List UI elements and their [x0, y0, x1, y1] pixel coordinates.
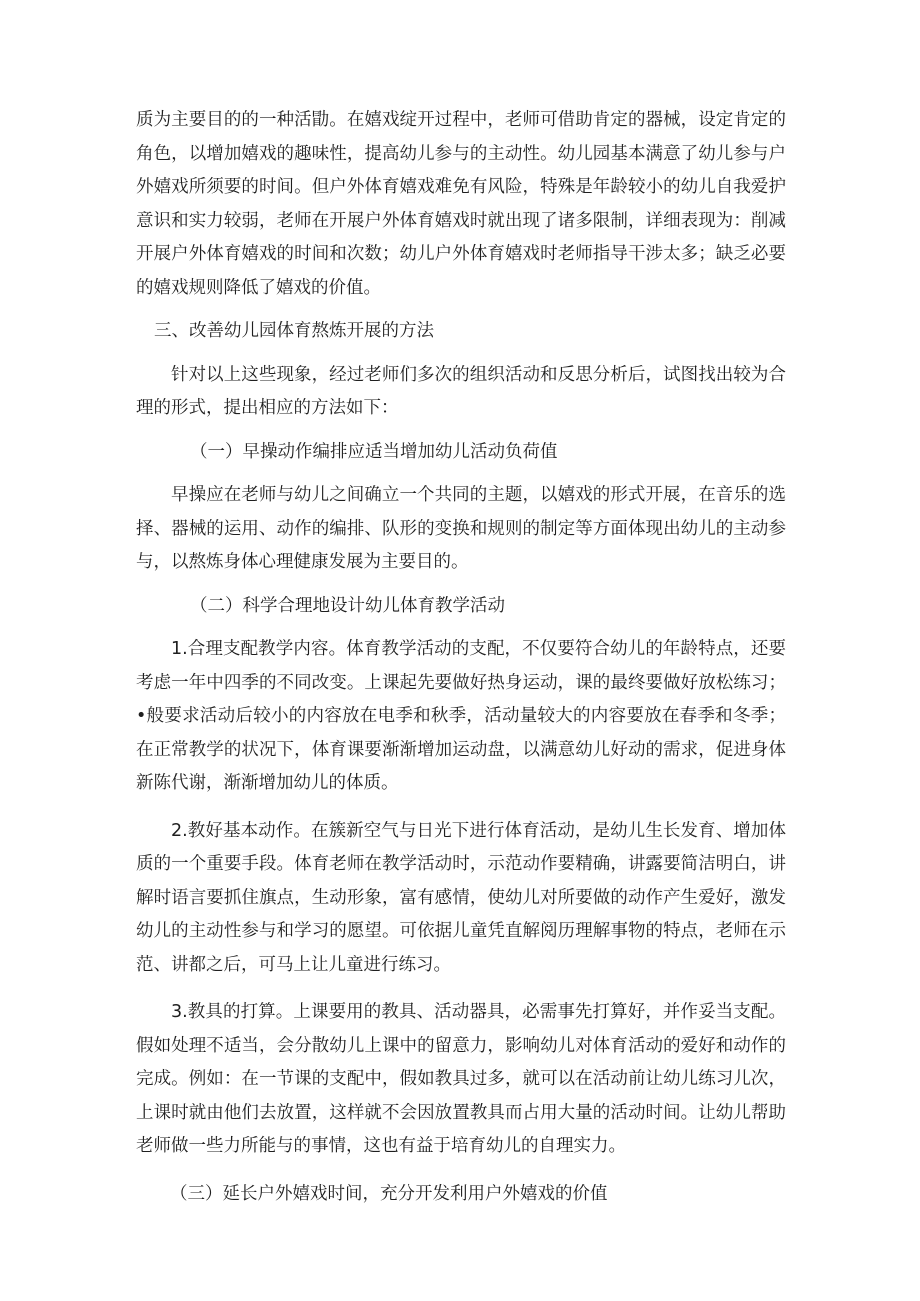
section-3-heading: 三、改善幼儿园体育熬炼开展的方法: [154, 321, 434, 341]
subsection-1-heading: （一）早操动作编排应适当增加幼儿活动负荷值: [190, 441, 558, 462]
subsection-1-body: 早操应在老师与幼儿之间确立一个共同的主题，以嬉戏的形式开展，在音乐的选择、器械的运用、动作的编排、队形的变换和规则的制定等方面体现出幼儿的主动参与，以熬炼身体心理健康发展为主要目的。: [136, 485, 786, 572]
item-1-paragraph: 1.合理支配教学内容。体育教学活动的支配，不仅要符合幼儿的年龄特点，还要考虑一年中四季的不同改变。上课起先要做好热身运动，课的最终要做好放松练习；•般要求活动后较小的内容放在电季和秋季，活动量较大的内容要放在春季和冬季；在正常教学的状况下，体育课要渐渐增加运动盘，以满意幼儿好动的需求，促进身体新陈代谢，渐渐增加幼儿的体质。: [136, 639, 786, 793]
item-2-paragraph: 2.教好基本动作。在簇新空气与日光下进行体育活动，是幼儿生长发育、增加体质的一个重要手段。体育老师在教学活动时，示范动作要精确，讲露要简洁明白，讲解时语言要抓住旗点，生动形象，富有感情，使幼儿对所要做的动作产生爱好，激发幼儿的主动性参与和学习的愿望。可依据儿童凭直解阅历理解事物的特点，老师在示范、讲都之后，可马上让儿童进行练习。: [136, 820, 786, 975]
subsection-2-heading: （二）科学合理地设计幼儿体育教学活动: [190, 595, 505, 616]
section-3-intro: 针对以上这些现象，经过老师们多次的组织活动和反思分析后，试图找出较为合理的形式，提出相应的方法如下：: [136, 364, 786, 418]
subsection-3-heading: （三）延长户外嬉戏时间，充分开发利用户外嬉戏的价值: [170, 1183, 608, 1204]
item-3-paragraph: 3.教具的打算。上课要用的教具、活动器具，必需事先打算好，并作妥当支配。假如处理不适当，会分散幼儿上课中的留意力，影响幼儿对体育活动的爱好和动作的完成。例如：在一节课的支配中，假如教具过多，就可以在活动前让幼儿练习儿次，上课时就由他们去放置，这样就不会因放置教具而占用大量的活动时间。让幼儿帮助老师做一些力所能与的事情，这也有益于培育幼儿的自理实力。: [136, 1002, 786, 1156]
intro-paragraph: 质为主要目的的一种活勖。在嬉戏绽开过程中，老师可借助肯定的器械，设定肯定的角色，以增加嬉戏的趣味性，提高幼儿参与的主动性。幼儿园基本满意了幼儿参与户外嬉戏所须要的时间。但户外体育嬉戏难免有风险，特殊是年龄较小的幼儿自我爱护意识和实力较弱，老师在开展户外体育嬉戏时就出现了诸多限制，详细表现为：削减开展户外体育嬉戏的时间和次数；幼儿户外体育嬉戏时老师指导干涉太多；缺乏必要的嬉戏规则降低了嬉戏的价值。: [136, 110, 786, 298]
document-body: [136, 104, 786, 1211]
